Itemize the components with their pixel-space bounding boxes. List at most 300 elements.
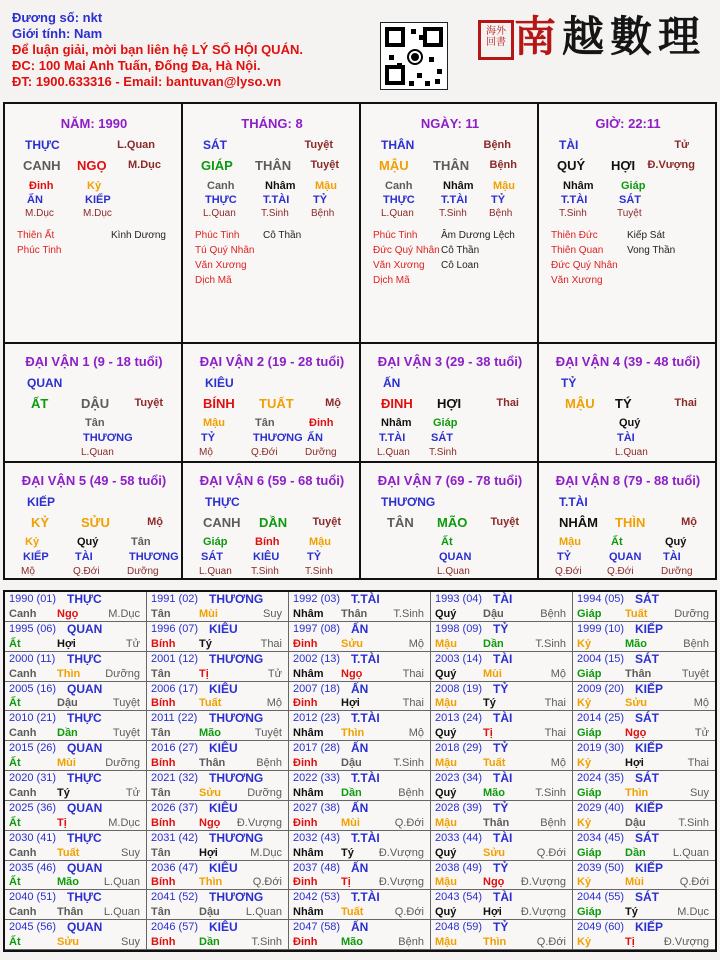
pillar-cell: [539, 104, 715, 340]
year-branch: Tý: [625, 906, 638, 919]
good-star: Văn Xương: [373, 260, 425, 271]
year-god: KIẾP: [635, 621, 664, 636]
year-branch: Dậu: [57, 697, 78, 710]
year-stage: L.Quan: [103, 906, 140, 919]
dv-hidden-stem: Giáp: [203, 536, 228, 548]
dv-hidden-god: SÁT: [431, 432, 453, 444]
dai-van-cell: [5, 463, 181, 580]
year-stem: Quý: [435, 786, 457, 799]
dai-van-stem: MẬU: [565, 396, 595, 411]
dai-van-branch: DẦN: [259, 515, 288, 530]
dai-van-stage: Tuyệt: [312, 516, 341, 528]
year-stage: Thai: [544, 727, 566, 740]
year-god: THƯƠNG: [209, 651, 264, 666]
year-label: 2018 (29): [435, 742, 483, 755]
year-branch: Thìn: [483, 936, 507, 948]
pillar-title: GIỜ: 22:11: [595, 116, 661, 131]
pillar-stem: GIÁP: [201, 158, 233, 173]
hidden-stage: M.Dục: [25, 208, 54, 219]
year-cell: [5, 682, 147, 712]
year-branch: Dậu: [341, 757, 362, 769]
year-label: 2014 (25): [577, 712, 625, 725]
year-label: 2013 (24): [435, 712, 483, 725]
year-branch: Mùi: [341, 816, 360, 829]
year-branch: Hợi: [57, 637, 76, 650]
dai-van-god: T.TÀI: [559, 495, 588, 509]
hidden-stem: Mậu: [315, 180, 337, 192]
year-cell: [573, 711, 715, 741]
bad-star: Vong Thần: [627, 245, 676, 256]
hidden-god: THỰC: [383, 194, 415, 206]
year-cell: [5, 592, 147, 622]
year-god: ẤN: [351, 920, 369, 935]
year-branch: Tị: [341, 876, 351, 889]
dai-van-stem: ĐINH: [381, 396, 413, 411]
year-god: TỶ: [493, 621, 509, 636]
year-label: 2016 (27): [151, 742, 199, 755]
year-cell: [5, 831, 147, 861]
year-cell: [147, 831, 289, 861]
year-stage: Dưỡng: [105, 667, 140, 680]
year-branch: Thân: [483, 816, 510, 829]
year-god: THỰC: [67, 711, 102, 726]
hidden-stage: T.Sinh: [261, 208, 289, 219]
year-cell: [573, 771, 715, 801]
pillar-branch: NGỌ: [77, 158, 107, 173]
year-god: TỶ: [493, 681, 509, 696]
header-line: Giới tính: Nam: [12, 26, 103, 41]
year-cell: [431, 801, 573, 831]
year-stem: Mậu: [435, 697, 457, 710]
year-stage: Tuyệt: [112, 697, 140, 710]
dv-hidden-god: TÀI: [75, 551, 93, 563]
dv-hidden-stem: Mậu: [203, 417, 225, 429]
year-branch: Mão: [483, 786, 505, 799]
year-label: 2031 (42): [151, 831, 199, 844]
dv-hidden-stage: Dưỡng: [661, 566, 693, 577]
hidden-god: SÁT: [619, 194, 641, 206]
year-cell: [289, 831, 431, 861]
hidden-stem: Nhâm: [443, 180, 474, 192]
year-stage: Bệnh: [256, 757, 282, 769]
year-stem: Giáp: [577, 607, 602, 620]
dai-van-branch: SỬU: [81, 515, 110, 530]
year-stage: Bệnh: [398, 936, 424, 948]
year-stem: Tân: [151, 607, 171, 620]
year-god: KIÊU: [209, 741, 238, 756]
year-label: 2011 (22): [151, 712, 198, 725]
year-stem: Kỷ: [577, 936, 592, 948]
year-god: TÀI: [493, 592, 513, 606]
pillar-cell: [183, 104, 359, 340]
year-branch: Thìn: [341, 727, 365, 740]
dv-hidden-stem: Mậu: [559, 536, 581, 548]
year-stage: Q.Đới: [536, 936, 566, 948]
year-cell: [147, 771, 289, 801]
year-god: KIẾP: [635, 681, 664, 696]
dv-hidden-stage: L.Quan: [81, 447, 114, 458]
year-branch: Mùi: [625, 876, 644, 889]
hidden-god: THỰC: [205, 194, 237, 206]
dv-hidden-god: T.TÀI: [379, 432, 406, 444]
year-god: TỶ: [493, 920, 509, 935]
year-cell: [5, 920, 147, 950]
year-stage: Tuyệt: [112, 727, 140, 740]
year-god: ẤN: [351, 860, 369, 875]
dv-hidden-god: QUAN: [439, 551, 472, 563]
hidden-stage: L.Quan: [381, 208, 414, 219]
year-label: 2012 (23): [293, 712, 341, 725]
year-label: 2038 (49): [435, 861, 483, 874]
year-label: 2037 (48): [293, 861, 341, 874]
year-stage: Bệnh: [683, 637, 709, 650]
year-branch: Hợi: [199, 846, 218, 859]
year-branch: Ngọ: [625, 727, 647, 740]
year-god: KIÊU: [209, 621, 238, 636]
year-label: 2026 (37): [151, 801, 199, 814]
year-label: 2032 (43): [293, 831, 341, 844]
year-label: 2043 (54): [435, 891, 483, 904]
year-god: QUAN: [67, 800, 103, 815]
year-stage: M.Dục: [250, 846, 282, 859]
year-branch: Dậu: [199, 906, 220, 919]
dv-hidden-stage: Mộ: [199, 447, 213, 458]
year-branch: Tý: [483, 697, 496, 710]
year-label: 2041 (52): [151, 891, 199, 904]
year-stem: Bính: [151, 697, 176, 710]
year-god: SÁT: [635, 890, 659, 905]
dai-van-stage: Tuyệt: [490, 516, 519, 528]
dv-hidden-stage: L.Quan: [615, 447, 648, 458]
year-god: SÁT: [635, 830, 659, 845]
dai-van-cell: [539, 463, 715, 580]
year-stem: Canh: [9, 607, 37, 620]
year-stem: Mậu: [435, 637, 457, 650]
year-stage: Thai: [544, 697, 566, 710]
hidden-god: TỶ: [491, 194, 506, 206]
year-stem: Kỷ: [577, 697, 592, 710]
dai-van-cell: [539, 344, 715, 461]
year-branch: Tý: [341, 846, 354, 859]
year-stem: Quý: [435, 607, 457, 620]
dv-hidden-stage: L.Quan: [437, 566, 470, 577]
dv-hidden-stage: T.Sinh: [251, 566, 279, 577]
year-label: 2003 (14): [435, 652, 483, 665]
dv-hidden-stage: Q.Đới: [251, 447, 278, 458]
year-god: ẤN: [351, 741, 369, 756]
dai-van-god: THỰC: [205, 495, 240, 509]
year-stem: Mậu: [435, 816, 457, 829]
dai-van-title: ĐẠI VẬN 3 (29 - 38 tuổi): [377, 354, 523, 369]
good-star: Phúc Tinh: [17, 245, 62, 256]
year-branch: Tuất: [483, 757, 506, 769]
year-stem: Bính: [151, 757, 176, 769]
year-cell: [289, 771, 431, 801]
year-stem: Đinh: [293, 637, 318, 650]
year-label: 2048 (59): [435, 921, 483, 934]
year-god: TÀI: [493, 890, 513, 905]
year-stem: Nhâm: [293, 607, 324, 620]
dai-van-stage: Mộ: [325, 397, 341, 409]
year-cell: [289, 920, 431, 950]
year-god: TỶ: [493, 741, 509, 756]
year-label: 1996 (07): [151, 622, 199, 635]
year-stem: Quý: [435, 727, 457, 740]
header-line: ĐT: 1900.633316 - Email: bantuvan@lyso.vn: [12, 74, 282, 89]
dv-hidden-god: THƯƠNG: [83, 432, 133, 444]
hidden-stem: Nhâm: [563, 180, 594, 192]
year-god: TÀI: [493, 830, 513, 845]
year-branch: Tị: [625, 936, 635, 948]
pillar-branch: HỢI: [611, 158, 636, 173]
year-label: 2035 (46): [9, 861, 57, 874]
year-stage: Mộ: [550, 667, 566, 680]
pillar-stage: M.Dục: [128, 159, 161, 171]
year-cell: [147, 741, 289, 771]
year-branch: Hợi: [341, 697, 360, 710]
year-stem: Canh: [9, 727, 37, 740]
year-stage: Tuyệt: [254, 727, 282, 740]
dai-van-branch: THÌN: [615, 515, 646, 530]
hidden-stem: Giáp: [621, 180, 646, 192]
year-stage: T.Sinh: [393, 757, 424, 769]
year-label: 2036 (47): [151, 861, 199, 874]
year-stem: Nhâm: [293, 727, 324, 740]
dv-hidden-stem: Tân: [255, 417, 275, 429]
dv-hidden-god: THƯƠNG: [253, 432, 303, 444]
year-cell: [573, 831, 715, 861]
hidden-god: TỶ: [313, 194, 328, 206]
year-stem: Ất: [9, 697, 21, 710]
year-stage: Tử: [694, 727, 709, 740]
year-stage: Mộ: [550, 757, 566, 769]
year-stem: Ất: [9, 637, 21, 650]
hidden-stage: T.Sinh: [439, 208, 467, 219]
dai-van-stem: ẤT: [31, 396, 49, 411]
year-label: 2046 (57): [151, 921, 199, 934]
year-stage: Bệnh: [540, 607, 566, 620]
year-god: T.TÀI: [351, 592, 380, 606]
year-stage: Đ.Vượng: [378, 846, 424, 859]
year-god: KIẾP: [635, 860, 664, 875]
year-stage: Thai: [402, 667, 424, 680]
year-god: T.TÀI: [351, 651, 380, 666]
year-stem: Canh: [9, 786, 37, 799]
year-cell: [5, 771, 147, 801]
year-god: KIẾP: [635, 920, 664, 935]
header-line: Đương số: nkt: [12, 10, 103, 25]
year-cell: [431, 861, 573, 891]
year-stem: Nhâm: [293, 786, 324, 799]
pillar-god-stage: Bệnh: [483, 139, 511, 151]
year-branch: Hợi: [483, 906, 502, 919]
year-stage: Đ.Vượng: [378, 876, 424, 889]
dv-hidden-stage: Q.Đới: [73, 566, 100, 577]
dai-van-title: ĐẠI VẬN 4 (39 - 48 tuổi): [555, 354, 701, 369]
year-branch: Sửu: [199, 786, 222, 799]
pillar-cell: [5, 104, 181, 340]
year-god: KIÊU: [209, 681, 238, 696]
year-label: 2015 (26): [9, 742, 57, 755]
dai-van-god: QUAN: [27, 376, 63, 390]
year-stem: Canh: [9, 906, 37, 919]
year-label: 2042 (53): [293, 891, 341, 904]
year-god: THƯƠNG: [209, 592, 264, 606]
year-cell: [573, 801, 715, 831]
year-branch: Thân: [625, 667, 652, 680]
year-stem: Kỷ: [577, 876, 592, 889]
year-label: 2045 (56): [9, 921, 57, 934]
year-god: T.TÀI: [351, 890, 380, 905]
year-label: 2039 (50): [577, 861, 625, 874]
year-cell: [289, 890, 431, 920]
year-stage: Đ.Vượng: [520, 906, 566, 919]
hidden-god: KIẾP: [85, 194, 111, 206]
dai-van-god: KIẾP: [27, 495, 56, 509]
year-stem: Nhâm: [293, 906, 324, 919]
year-label: 2049 (60): [577, 921, 625, 934]
year-stage: Q.Đới: [394, 816, 424, 829]
dv-hidden-god: THƯƠNG: [129, 551, 179, 563]
year-cell: [431, 890, 573, 920]
bad-star: Kình Dương: [111, 230, 166, 241]
year-label: 2017 (28): [293, 742, 341, 755]
hidden-stage: L.Quan: [203, 208, 236, 219]
year-stem: Tân: [151, 667, 171, 680]
year-branch: Dần: [341, 786, 362, 799]
year-stage: Bệnh: [398, 786, 424, 799]
hidden-stem: Đinh: [29, 180, 54, 192]
hidden-god: T.TÀI: [263, 194, 290, 206]
year-stem: Giáp: [577, 667, 602, 680]
good-star: Thiên Đức: [551, 230, 598, 241]
year-stem: Bính: [151, 816, 176, 829]
dai-van-cell: [183, 463, 359, 580]
dai-van-title: ĐẠI VẬN 7 (69 - 78 tuổi): [377, 473, 523, 488]
year-branch: Tuất: [625, 607, 648, 620]
dai-van-title: ĐẠI VẬN 6 (59 - 68 tuổi): [199, 473, 345, 488]
year-stage: Tử: [267, 667, 282, 680]
year-stem: Nhâm: [293, 846, 324, 859]
dv-hidden-stem: Bính: [255, 536, 280, 548]
year-cell: [573, 652, 715, 682]
year-cell: [289, 682, 431, 712]
year-god: THỰC: [67, 830, 102, 845]
dv-hidden-stem: Quý: [77, 536, 99, 548]
year-stage: L.Quan: [672, 846, 709, 859]
dai-van-stage: Thai: [496, 397, 519, 409]
year-cell: [5, 741, 147, 771]
year-label: 2010 (21): [9, 712, 57, 725]
year-label: 2027 (38): [293, 801, 341, 814]
dv-hidden-stage: Dưỡng: [305, 447, 337, 458]
hidden-stage: Tuyệt: [617, 208, 642, 219]
year-stage: M.Dục: [108, 816, 140, 829]
year-stem: Giáp: [577, 846, 602, 859]
pillar-stem: CANH: [23, 158, 61, 173]
brand-logo: 南越數理: [514, 12, 707, 61]
year-stem: Mậu: [435, 757, 457, 769]
year-label: 2020 (31): [9, 772, 57, 784]
year-branch: Tị: [483, 727, 493, 740]
year-cell: [573, 890, 715, 920]
dv-hidden-god: SÁT: [201, 551, 223, 563]
hidden-god: ẤN: [27, 194, 43, 206]
dai-van-stem: NHÂM: [559, 515, 598, 530]
year-cell: [147, 592, 289, 622]
pillar-stem: QUÝ: [557, 158, 586, 173]
year-branch: Ngọ: [199, 816, 221, 829]
bad-star: Cô Loan: [441, 260, 479, 271]
hidden-stage: M.Dục: [83, 208, 112, 219]
year-stage: T.Sinh: [678, 816, 709, 829]
pillar-stage: Tuyệt: [310, 159, 339, 171]
good-star: Đức Quý Nhân: [551, 260, 618, 271]
year-cell: [147, 682, 289, 712]
dai-van-god: TỶ: [561, 376, 577, 390]
year-stage: T.Sinh: [393, 607, 424, 620]
bad-star: Cô Thần: [263, 230, 302, 241]
year-stem: Kỷ: [577, 637, 592, 650]
year-branch: Mùi: [199, 607, 218, 620]
year-branch: Tuất: [341, 906, 364, 919]
good-star: Phúc Tinh: [373, 230, 418, 241]
dv-hidden-stem: Quý: [665, 536, 687, 548]
year-label: 2044 (55): [577, 891, 625, 904]
year-branch: Thìn: [199, 876, 223, 889]
dv-hidden-god: KIẾP: [23, 551, 49, 563]
year-stem: Tân: [151, 906, 171, 919]
year-branch: Ngọ: [57, 607, 79, 620]
year-god: KIÊU: [209, 860, 238, 875]
dai-van-stage: Thai: [674, 397, 697, 409]
year-branch: Sửu: [625, 697, 648, 710]
year-cell: [5, 622, 147, 652]
year-god: TỶ: [493, 860, 509, 875]
year-cell: [147, 622, 289, 652]
dv-hidden-god: TỶ: [307, 551, 322, 563]
qr-code[interactable]: [380, 22, 448, 90]
year-cell: [573, 592, 715, 622]
hidden-stage: Bệnh: [311, 208, 335, 219]
dv-hidden-stage: Q.Đới: [607, 566, 634, 577]
year-god: KIẾP: [635, 800, 664, 815]
year-god: QUAN: [67, 741, 103, 756]
year-branch: Thìn: [57, 667, 81, 680]
year-stage: Thai: [402, 697, 424, 710]
bad-star: Cô Thần: [441, 245, 480, 256]
good-star: Đức Quý Nhân: [373, 245, 440, 256]
year-branch: Tý: [199, 637, 212, 650]
year-god: ẤN: [351, 800, 369, 815]
year-cell: [573, 682, 715, 712]
year-god: T.TÀI: [351, 771, 380, 785]
year-stem: Giáp: [577, 727, 602, 740]
dai-van-stage: Mộ: [147, 516, 163, 528]
year-label: 2008 (19): [435, 682, 483, 695]
year-branch: Tuất: [199, 697, 222, 710]
hidden-stem: Mậu: [493, 180, 515, 192]
good-star: Phúc Tinh: [195, 230, 240, 241]
dai-van-branch: DẬU: [81, 396, 110, 411]
year-label: 1997 (08): [293, 622, 341, 635]
dv-hidden-stage: L.Quan: [199, 566, 232, 577]
year-cell: [289, 622, 431, 652]
dai-van-branch: TUẤT: [259, 396, 294, 411]
dv-hidden-stem: Tân: [85, 417, 105, 429]
year-stage: T.Sinh: [251, 936, 282, 948]
pillar-god-stage: Tuyệt: [304, 139, 333, 151]
